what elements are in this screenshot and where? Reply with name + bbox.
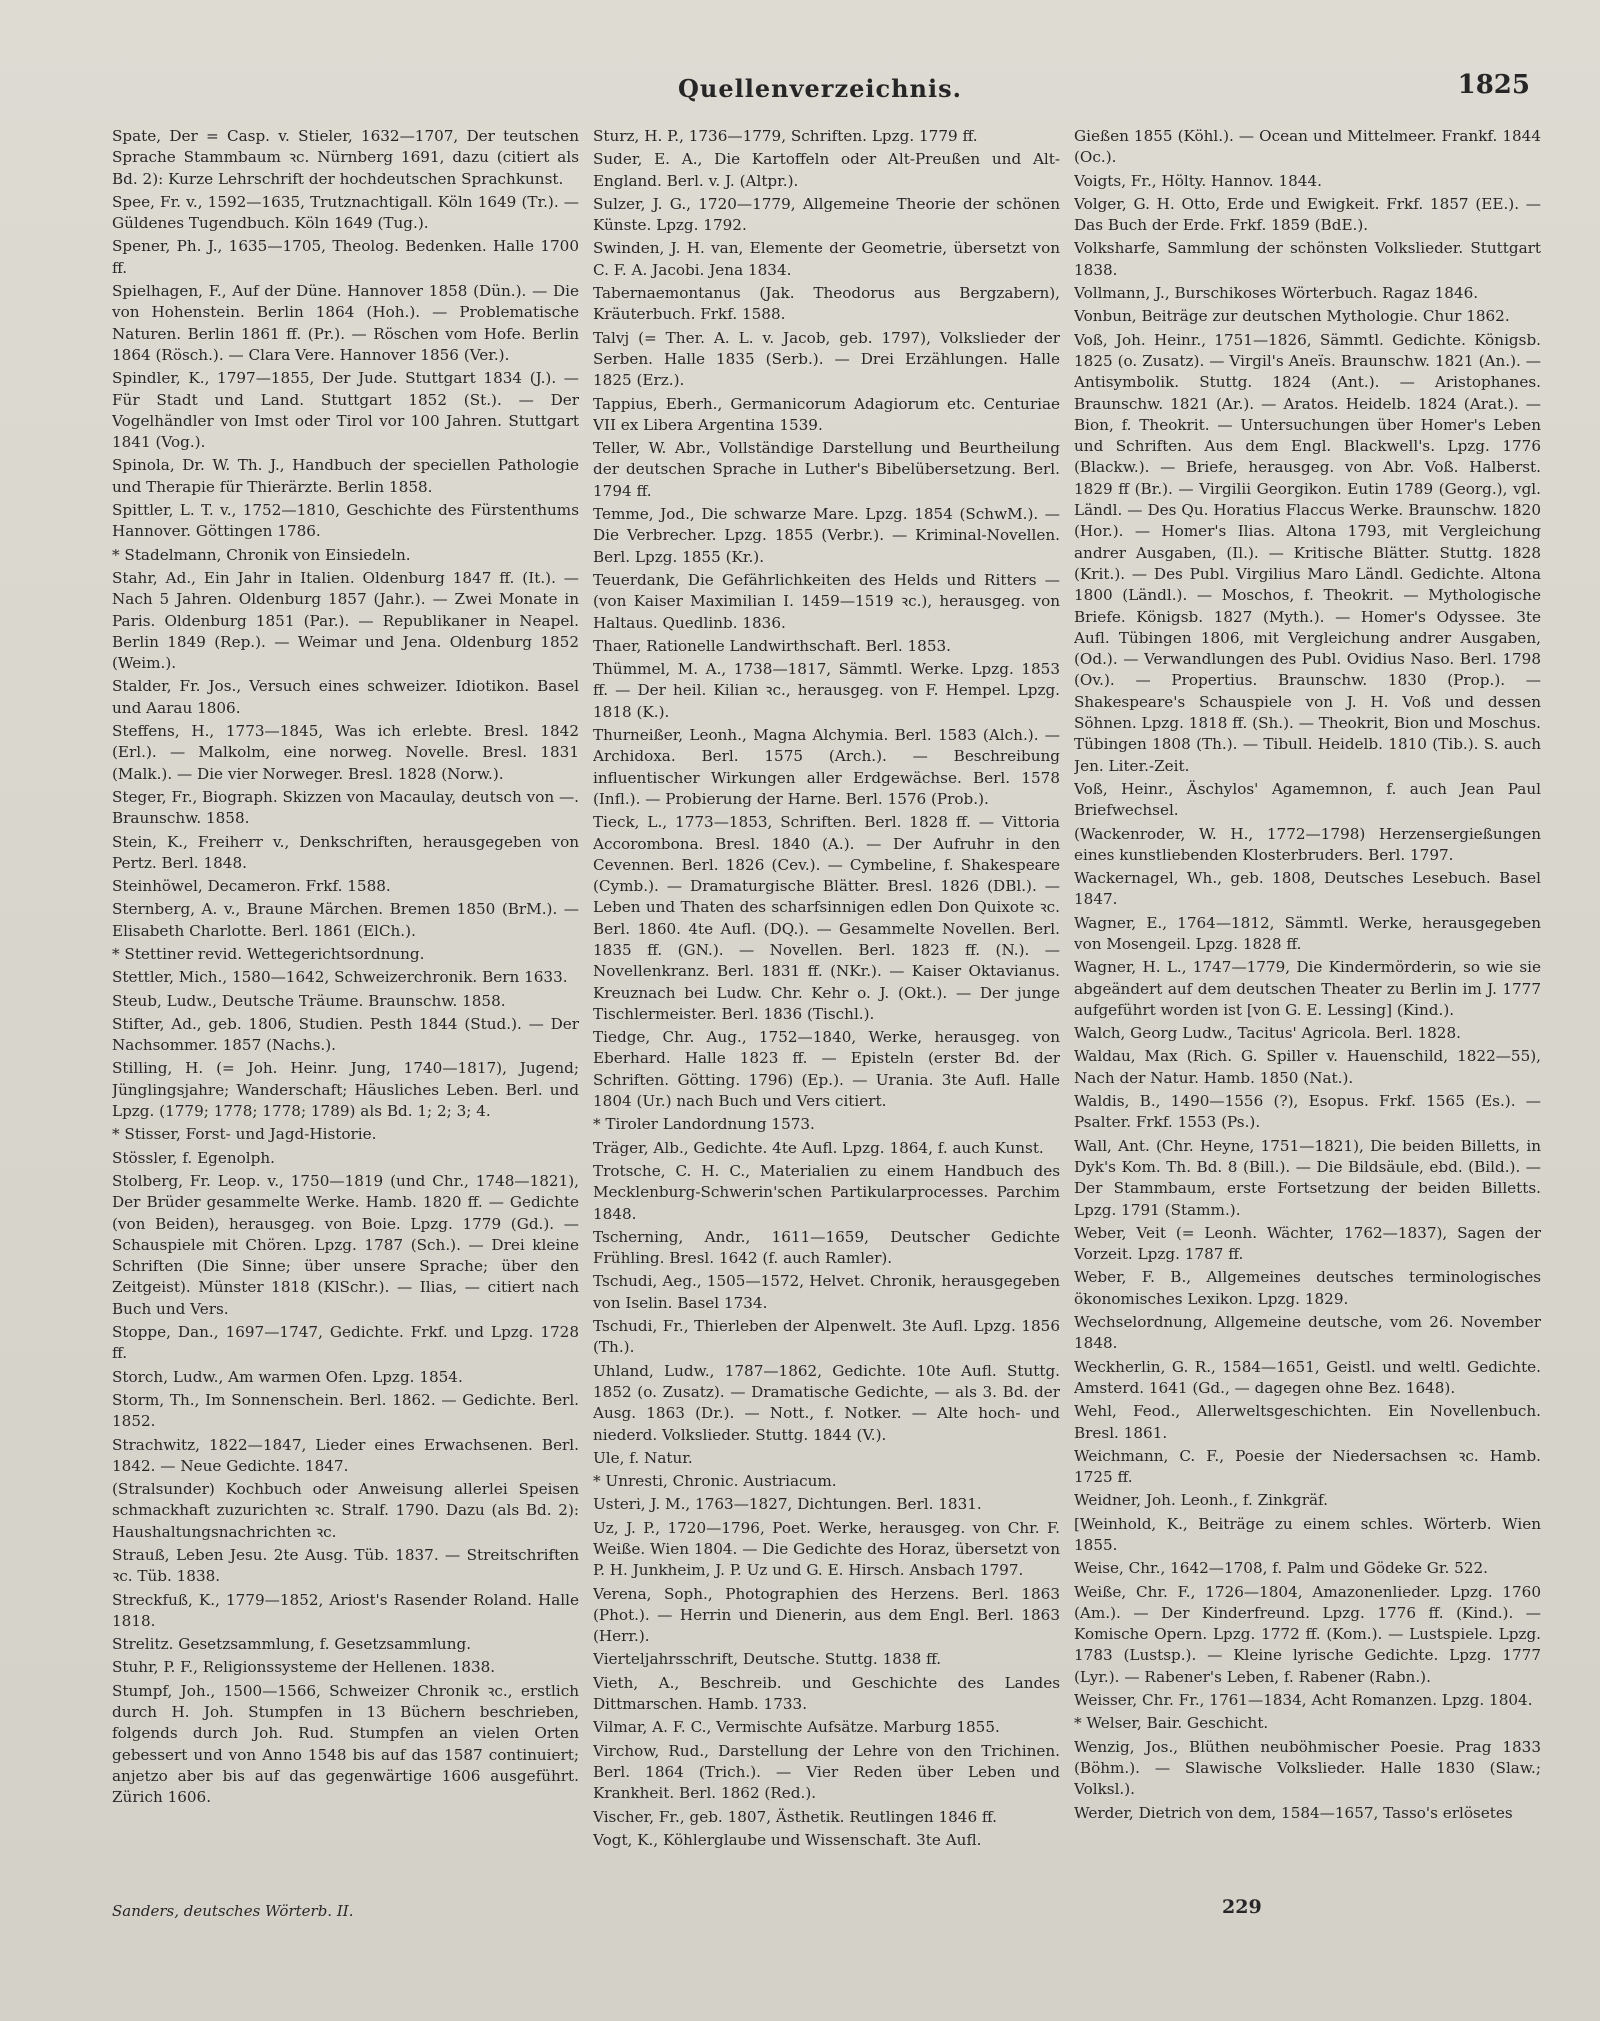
bibliography-entry: Storch, Ludw., Am warmen Ofen. Lpzg. 1854. bbox=[112, 1367, 463, 1386]
bibliography-entry: Vieth, A., Beschreib. und Geschichte des Landes Dittmarschen. Hamb. 1733. bbox=[593, 1673, 1060, 1714]
bibliography-entry: Wall, Ant. (Chr. Heyne, 1751—1821), Die beiden Billetts, in Dyk's Kom. Th. Bd. 8 (Bill.). — Die Bildsäule, ebd. (Bild.). — Der Stammbaum, erste Fortsetzung der beiden Billetts. Lpzg. 1791 (Stamm.). bbox=[1074, 1136, 1541, 1219]
bibliography-entry: Talvj (= Ther. A. L. v. Jacob, geb. 1797), Volkslieder der Serben. Halle 1835 (Serb.). — Drei Erzählungen. Halle 1825 (Erz.). bbox=[593, 328, 1060, 390]
bibliography-entry: Spee, Fr. v., 1592—1635, Trutznachtigall. Köln 1649 (Tr.). — Güldenes Tugendbuch. Köln 1649 (Tug.). bbox=[112, 192, 579, 233]
bibliography-entry: Uz, J. P., 1720—1796, Poet. Werke, herausgeg. von Chr. F. Weiße. Wien 1804. — Die Gedichte des Horaz, übersetzt von P. H. Junkheim, J. P. Uz und G. E. Hirsch. Ansbach 1797. bbox=[593, 1518, 1060, 1580]
bibliography-entry: Steub, Ludw., Deutsche Träume. Braunschw. 1858. bbox=[112, 991, 506, 1010]
bibliography-entry: Spinola, Dr. W. Th. J., Handbuch der speciellen Pathologie und Therapie für Thierärzte. Berlin 1858. bbox=[112, 456, 579, 496]
bibliography-entry: Verena, Soph., Photographien des Herzens. Berl. 1863 (Phot.). — Herrin und Dienerin, aus dem Engl. Berl. 1863 (Herr.). bbox=[593, 1584, 1060, 1646]
bibliography-entry: Vierteljahrsschrift, Deutsche. Stuttg. 1838 ff. bbox=[593, 1650, 942, 1669]
bibliography-entry: Weise, Chr., 1642—1708, f. Palm und Gödeke Gr. 522. bbox=[1074, 1559, 1488, 1578]
bibliography-entry: Spener, Ph. J., 1635—1705, Theolog. Bedenken. Halle 1700 ff. bbox=[112, 237, 579, 277]
bibliography-entry: Spate, Der = Casp. v. Stieler, 1632—1707, Der teutschen Sprache Stammbaum ꝛc. Nürnberg 1691, dazu (citiert als Bd. 2): Kurze Lehrschrift der hochdeutschen Sprachkunst. bbox=[112, 127, 579, 188]
bibliography-entry: Stoppe, Dan., 1697—1747, Gedichte. Frkf. und Lpzg. 1728 ff. bbox=[112, 1323, 579, 1363]
bibliography-entry: Weichmann, C. F., Poesie der Niedersachsen ꝛc. Hamb. 1725 ff. bbox=[1074, 1446, 1541, 1487]
bibliography-entry: Uhland, Ludw., 1787—1862, Gedichte. 10te Aufl. Stuttg. 1852 (o. Zusatz). — Dramatische Gedichte, — als 3. Bd. der Ausg. 1863 (Dr.). — Nott., f. Notker. — Alte hoch- und niederd. Volkslieder. Stuttg. 1844 (V.). bbox=[593, 1361, 1060, 1444]
bibliography-entry: Temme, Jod., Die schwarze Mare. Lpzg. 1854 (SchwM.). — Die Verbrecher. Lpzg. 1855 (Verbr.). — Kriminal-Novellen. Berl. Lpzg. 1855 (Kr.). bbox=[593, 505, 1060, 566]
page-footer bbox=[112, 1896, 1542, 1926]
column-right bbox=[1074, 126, 1541, 1896]
bibliography-entry: Gießen 1855 (Köhl.). — Ocean und Mittelmeer. Frankf. 1844 (Oc.). bbox=[1074, 127, 1541, 167]
bibliography-entry: Tschudi, Fr., Thierleben der Alpenwelt. 3te Aufl. Lpzg. 1856 (Th.). bbox=[593, 1317, 1060, 1357]
bibliography-entry: Stössler, f. Egenolph. bbox=[112, 1148, 275, 1167]
bibliography-entry: Waldis, B., 1490—1556 (?), Esopus. Frkf. 1565 (Es.). — Psalter. Frkf. 1553 (Ps.). bbox=[1074, 1092, 1541, 1132]
sheet-number: 229 bbox=[1222, 1896, 1262, 1918]
bibliography-entry: * Stettiner revid. Wettegerichtsordnung. bbox=[112, 944, 425, 963]
bibliography-entry: Volger, G. H. Otto, Erde und Ewigkeit. Frkf. 1857 (EE.). — Das Buch der Erde. Frkf. 1859 (BdE.). bbox=[1074, 194, 1541, 235]
column-middle bbox=[593, 126, 1060, 1896]
bibliography-entry: Stumpf, Joh., 1500—1566, Schweizer Chronik ꝛc., erstlich durch H. Joh. Stumpfen in 13 Büchern beschrieben, folgends durch Joh. Rud. Stumpfen an vielen Orten gebessert und von Anno 1548 bis auf das 1587 continuiert; anjetzo aber bis auf das gegenwärtige 1606 ausgeführt. Zürich 1606. bbox=[112, 1681, 579, 1807]
bibliography-entry: Teuerdank, Die Gefährlichkeiten des Helds und Ritters — (von Kaiser Maximilian I. 1459—1519 ꝛc.), herausgeg. von Haltaus. Quedlinb. 1836. bbox=[593, 570, 1060, 632]
bibliography-entry: Ule, f. Natur. bbox=[593, 1448, 693, 1467]
bibliography-entry: * Unresti, Chronic. Austriacum. bbox=[593, 1472, 837, 1491]
bibliography-entry: Steger, Fr., Biograph. Skizzen von Macaulay, deutsch von —. Braunschw. 1858. bbox=[112, 787, 579, 828]
bibliography-entry: Wechselordnung, Allgemeine deutsche, vom 26. November 1848. bbox=[1074, 1313, 1541, 1353]
bibliography-entry: Wenzig, Jos., Blüthen neuböhmischer Poesie. Prag 1833 (Böhm.). — Slawische Volkslieder. Halle 1830 (Slaw.; Volksl.). bbox=[1074, 1737, 1541, 1799]
bibliography-entry: Virchow, Rud., Darstellung der Lehre von den Trichinen. Berl. 1864 (Trich.). — Vier Reden über Leben und Krankheit. Berl. 1862 (Red.). bbox=[593, 1741, 1060, 1803]
bibliography-entry: Stein, K., Freiherr v., Denkschriften, herausgegeben von Pertz. Berl. 1848. bbox=[112, 832, 579, 872]
bibliography-entry: Vollmann, J., Burschikoses Wörterbuch. Ragaz 1846. bbox=[1074, 284, 1479, 303]
bibliography-entry: * Welser, Bair. Geschicht. bbox=[1074, 1714, 1269, 1733]
bibliography-entry: * Stisser, Forst- und Jagd-Historie. bbox=[112, 1125, 377, 1144]
bibliography-entry: Weiße, Chr. F., 1726—1804, Amazonenlieder. Lpzg. 1760 (Am.). — Der Kinderfreund. Lpzg. 1776 ff. (Kind.). — Komische Opern. Lpzg. 1772 ff. (Kom.). — Lustspiele. Lpzg. 1783 (Lustsp.). — Kleine lyrische Gedichte. Lpzg. 1777 (Lyr.). — Rabener's Leben, f. Rabener (Rabn.). bbox=[1074, 1582, 1541, 1686]
bibliography-entry: * Stadelmann, Chronik von Einsiedeln. bbox=[112, 545, 411, 564]
bibliography-entry: Stolberg, Fr. Leop. v., 1750—1819 (und Chr., 1748—1821), Der Brüder gesammelte Werke. Hamb. 1820 ff. — Gedichte (von Beiden), herausgeg. von Boie. Lpzg. 1779 (Gd.). — Schauspiele mit Chören. Lpzg. 1787 (Sch.). — Drei kleine Schriften (Die Sinne; über unsere Sprache; über den Zeitgeist). Münster 1818 (KlSchr.). — Ilias, — citiert nach Buch und Vers. bbox=[112, 1171, 579, 1318]
bibliography-entry: * Tiroler Landordnung 1573. bbox=[593, 1115, 815, 1134]
column-left bbox=[112, 126, 579, 1896]
bibliography-entry: Weber, Veit (= Leonh. Wächter, 1762—1837), Sagen der Vorzeit. Lpzg. 1787 ff. bbox=[1074, 1223, 1541, 1264]
bibliography-entry: Steffens, H., 1773—1845, Was ich erlebte. Bresl. 1842 (Erl.). — Malkolm, eine norweg. Novelle. Bresl. 1831 (Malk.). — Die vier Norweger. Bresl. 1828 (Norw.). bbox=[112, 722, 579, 783]
bibliography-entry: Sternberg, A. v., Braune Märchen. Bremen 1850 (BrM.). — Elisabeth Charlotte. Berl. 1861 (ElCh.). bbox=[112, 900, 579, 940]
bibliography-entry: (Stralsunder) Kochbuch oder Anweisung allerlei Speisen schmackhaft zuzurichten ꝛc. Stralf. 1790. Dazu (als Bd. 2): Haushaltungsnachrichten ꝛc. bbox=[112, 1480, 579, 1541]
running-title: Quellenverzeichnis. bbox=[678, 74, 962, 103]
bibliography-entry: Stuhr, P. F., Religionssysteme der Hellenen. 1838. bbox=[112, 1658, 496, 1677]
bibliography-entry: Walch, Georg Ludw., Tacitus' Agricola. Berl. 1828. bbox=[1074, 1024, 1461, 1043]
bibliography-entry: [Weinhold, K., Beiträge zu einem schles. Wörterb. Wien 1855. bbox=[1074, 1514, 1541, 1554]
bibliography-entry: Voß, Heinr., Äschylos' Agamemnon, f. auch Jean Paul Briefwechsel. bbox=[1074, 779, 1541, 820]
bibliography-entry: Träger, Alb., Gedichte. 4te Aufl. Lpzg. 1864, f. auch Kunst. bbox=[593, 1138, 1044, 1157]
bibliography-entry: Vilmar, A. F. C., Vermischte Aufsätze. Marburg 1855. bbox=[593, 1718, 1000, 1737]
bibliography-entry: Tschudi, Aeg., 1505—1572, Helvet. Chronik, herausgegeben von Iselin. Basel 1734. bbox=[593, 1272, 1060, 1312]
printer-signature: Sanders, deutsches Wörterb. II. bbox=[112, 1902, 354, 1920]
bibliography-entry: Vonbun, Beiträge zur deutschen Mythologie. Chur 1862. bbox=[1074, 307, 1510, 326]
bibliography-entry: Sturz, H. P., 1736—1779, Schriften. Lpzg. 1779 ff. bbox=[593, 127, 978, 145]
bibliography-entry: Stilling, H. (= Joh. Heinr. Jung, 1740—1817), Jugend; Jünglingsjahre; Wanderschaft; Häusliches Leben. Berl. und Lpzg. (1779; 1778; 1778; 1789) als Bd. 1; 2; 3; 4. bbox=[112, 1059, 579, 1121]
bibliography-entry: Spittler, L. T. v., 1752—1810, Geschichte des Fürstenthums Hannover. Göttingen 1786. bbox=[112, 501, 579, 541]
bibliography-entry: Streckfuß, K., 1779—1852, Ariost's Rasender Roland. Halle 1818. bbox=[112, 1590, 579, 1630]
bibliography-entry: Thümmel, M. A., 1738—1817, Sämmtl. Werke. Lpzg. 1853 ff. — Der heil. Kilian ꝛc., herausgeg. von F. Hempel. Lpzg. 1818 (K.). bbox=[593, 660, 1060, 721]
bibliography-entry: Tscherning, Andr., 1611—1659, Deutscher Gedichte Frühling. Bresl. 1642 (f. auch Ramler). bbox=[593, 1227, 1060, 1268]
bibliography-entry: Wagner, E., 1764—1812, Sämmtl. Werke, herausgegeben von Mosengeil. Lpzg. 1828 ff. bbox=[1074, 913, 1541, 953]
bibliography-entry: Tappius, Eberh., Germanicorum Adagiorum etc. Centuriae VII ex Libera Argentina 1539. bbox=[593, 394, 1060, 434]
bibliography-entry: Weidner, Joh. Leonh., f. Zinkgräf. bbox=[1074, 1491, 1328, 1510]
bibliography-entry: Thaer, Rationelle Landwirthschaft. Berl. 1853. bbox=[593, 636, 952, 655]
bibliography-entry: Suder, E. A., Die Kartoffeln oder Alt-Preußen und Alt-England. Berl. v. J. (Altpr.). bbox=[593, 150, 1060, 190]
bibliography-entry: Strauß, Leben Jesu. 2te Ausg. Tüb. 1837. — Streitschriften ꝛc. Tüb. 1838. bbox=[112, 1546, 579, 1586]
bibliography-entry: Wackernagel, Wh., geb. 1808, Deutsches Lesebuch. Basel 1847. bbox=[1074, 869, 1541, 909]
bibliography-entry: Tabernaemontanus (Jak. Theodorus aus Bergzabern), Kräuterbuch. Frkf. 1588. bbox=[593, 284, 1060, 324]
bibliography-entry: Usteri, J. M., 1763—1827, Dichtungen. Berl. 1831. bbox=[593, 1495, 982, 1514]
bibliography-entry: Stifter, Ad., geb. 1806, Studien. Pesth 1844 (Stud.). — Der Nachsommer. 1857 (Nachs.). bbox=[112, 1014, 579, 1055]
bibliography-entry: Steinhöwel, Decameron. Frkf. 1588. bbox=[112, 877, 391, 896]
bibliography-entry: Volksharfe, Sammlung der schönsten Volkslieder. Stuttgart 1838. bbox=[1074, 239, 1541, 279]
bibliography-entry: Strachwitz, 1822—1847, Lieder eines Erwachsenen. Berl. 1842. — Neue Gedichte. 1847. bbox=[112, 1435, 579, 1475]
bibliography-entry: Thurneißer, Leonh., Magna Alchymia. Berl. 1583 (Alch.). — Archidoxa. Berl. 1575 (Arch.). — Beschreibung influentischer Wirkungen aller Erdgewächse. Berl. 1578 (Infl.). — Probierung der Harne. Berl. 1576 (Prob.). bbox=[593, 726, 1060, 808]
bibliography-entry: Voß, Joh. Heinr., 1751—1826, Sämmtl. Gedichte. Königsb. 1825 (o. Zusatz). — Virgil's Aneïs. Braunschw. 1821 (An.). — Antisymbolik. Stuttg. 1824 (Ant.). — Aristophanes. Braunschw. 1821 (Ar.). — Aratos. Heidelb. 1824 (Arat.). — Bion, f. Theokrit. — Untersuchungen über Homer's Leben und Schriften. Aus dem Engl. Blackwell's. Lpzg. 1776 (Blackw.). — Briefe, herausgeg. von Abr. Voß. Halberst. 1829 ff (Br.). — Virgilii Georgikon. Eutin 1789 (Georg.), vgl. Ländl. — Des Qu. Horatius Flaccus Werke. Braunschw. 1820 (Hor.). — Homer's Ilias. Altona 1793, mit Vergleichung andrer Ausgaben, (Il.). — Kritische Blätter. Stuttg. 1828 (Krit.). — Des Publ. Virgilius Maro Ländl. Gedichte. Altona 1800 (Ländl.). — Moschos, f. Theokrit. — Mythologische Briefe. Königsb. 1827 (Myth.). — Homer's Odyssee. 3te Aufl. Tübingen 1806, mit Vergleichung andrer Ausgaben, (Od.). — Verwandlungen des Publ. Ovidius Naso. Berl. 1798 (Ov.). — Propertius. Braunschw. 1830 (Prop.). — Shakespeare's Schauspiele von J. H. Voß und dessen Söhnen. Lpzg. 1818 ff. (Sh.). — Theokrit, Bion und Moschus. Tübingen 1808 (Th.). — Tibull. Heidelb. 1810 (Tib.). S. auch Jen. Liter.-Zeit. bbox=[1074, 330, 1541, 775]
bibliography-entry: Tiedge, Chr. Aug., 1752—1840, Werke, herausgeg. von Eberhard. Halle 1823 ff. — Episteln (erster Bd. der Schriften. Götting. 1796) (Ep.). — Urania. 3te Aufl. Halle 1804 (Ur.) nach Buch und Vers citiert. bbox=[593, 1028, 1060, 1111]
bibliography-entry: Weber, F. B., Allgemeines deutsches terminologisches ökonomisches Lexikon. Lpzg. 1829. bbox=[1074, 1268, 1541, 1308]
page-number: 1825 bbox=[1457, 70, 1530, 100]
bibliography-entry: Spindler, K., 1797—1855, Der Jude. Stuttgart 1834 (J.). — Für Stadt und Land. Stuttgart 1852 (St.). — Der Vogelhändler von Imst oder Tirol vor 100 Jahren. Stuttgart 1841 (Vog.). bbox=[112, 369, 579, 452]
bibliography-entry: Stalder, Fr. Jos., Versuch eines schweizer. Idiotikon. Basel und Aarau 1806. bbox=[112, 677, 579, 717]
page-header bbox=[110, 70, 1530, 114]
text-columns bbox=[112, 126, 1542, 1896]
bibliography-entry: Teller, W. Abr., Vollständige Darstellung und Beurtheilung der deutschen Sprache in Luther's Bibelübersetzung. Berl. 1794 ff. bbox=[593, 439, 1060, 500]
bibliography-entry: Trotsche, C. H. C., Materialien zu einem Handbuch des Mecklenburg-Schwerin'schen Partikularprocesses. Parchim 1848. bbox=[593, 1161, 1060, 1223]
bibliography-entry: Waldau, Max (Rich. G. Spiller v. Hauenschild, 1822—55), Nach der Natur. Hamb. 1850 (Nat.). bbox=[1074, 1047, 1541, 1087]
bibliography-entry: Weckherlin, G. R., 1584—1651, Geistl. und weltl. Gedichte. Amsterd. 1641 (Gd., — dagegen ohne Bez. 1648). bbox=[1074, 1357, 1541, 1397]
bibliography-entry: Stettler, Mich., 1580—1642, Schweizerchronik. Bern 1633. bbox=[112, 968, 568, 987]
bibliography-entry: Voigts, Fr., Hölty. Hannov. 1844. bbox=[1074, 171, 1322, 190]
bibliography-entry: Wehl, Feod., Allerweltsgeschichten. Ein Novellenbuch. Bresl. 1861. bbox=[1074, 1402, 1541, 1442]
bibliography-entry: (Wackenroder, W. H., 1772—1798) Herzensergießungen eines kunstliebenden Klosterbruders. Berl. 1797. bbox=[1074, 824, 1541, 864]
bibliography-entry: Spielhagen, F., Auf der Düne. Hannover 1858 (Dün.). — Die von Hohenstein. Berlin 1864 (Hoh.). — Problematische Naturen. Berlin 1861 ff. (Pr.). — Röschen vom Hofe. Berlin 1864 (Rösch.). — Clara Vere. Hannover 1856 (Ver.). bbox=[112, 282, 579, 364]
bibliography-entry: Stahr, Ad., Ein Jahr in Italien. Oldenburg 1847 ff. (It.). — Nach 5 Jahren. Oldenburg 1857 (Jahr.). — Zwei Monate in Paris. Oldenburg 1851 (Par.). — Republikaner in Neapel. Berlin 1849 (Rep.). — Weimar und Jena. Oldenburg 1852 (Weim.). bbox=[112, 568, 579, 673]
bibliography-entry: Tieck, L., 1773—1853, Schriften. Berl. 1828 ff. — Vittoria Accorombona. Bresl. 1840 (A.). — Der Aufruhr in den Cevennen. Berl. 1826 (Cev.). — Cymbeline, f. Shakespeare (Cymb.). — Dramaturgische Blätter. Bresl. 1826 (DBl.). — Leben und Thaten des scharfsinnigen edlen Don Quixote ꝛc. Berl. 1860. 4te Aufl. (DQ.). — Gesammelte Novellen. Berl. 1835 ff. (GN.). — Novellen. Berl. 1823 ff. (N.). — Novellenkranz. Berl. 1831 ff. (NKr.). — Kaiser Oktavianus. Kreuznach bei Ludw. Chr. Kehr o. J. (Okt.). — Der junge Tischlermeister. Berl. 1836 (Tischl.). bbox=[593, 813, 1060, 1023]
bibliography-entry: Vogt, K., Köhlerglaube und Wissenschaft. 3te Aufl. bbox=[593, 1830, 982, 1849]
bibliography-entry: Strelitz. Gesetzsammlung, f. Gesetzsammlung. bbox=[112, 1635, 472, 1654]
bibliography-entry: Sulzer, J. G., 1720—1779, Allgemeine Theorie der schönen Künste. Lpzg. 1792. bbox=[593, 194, 1060, 235]
bibliography-entry: Swinden, J. H. van, Elemente der Geometrie, übersetzt von C. F. A. Jacobi. Jena 1834. bbox=[593, 239, 1060, 279]
bibliography-entry: Werder, Dietrich von dem, 1584—1657, Tasso's erlösetes bbox=[1074, 1803, 1513, 1822]
bibliography-entry: Weisser, Chr. Fr., 1761—1834, Acht Romanzen. Lpzg. 1804. bbox=[1074, 1691, 1533, 1710]
bibliography-entry: Wagner, H. L., 1747—1779, Die Kindermörderin, so wie sie abgeändert auf dem deutschen Theater zu Berlin im J. 1777 aufgeführt worden ist [von G. E. Lessing] (Kind.). bbox=[1074, 958, 1541, 1019]
bibliography-entry: Storm, Th., Im Sonnenschein. Berl. 1862. — Gedichte. Berl. 1852. bbox=[112, 1390, 579, 1431]
bibliography-entry: Vischer, Fr., geb. 1807, Ästhetik. Reutlingen 1846 ff. bbox=[593, 1807, 998, 1826]
